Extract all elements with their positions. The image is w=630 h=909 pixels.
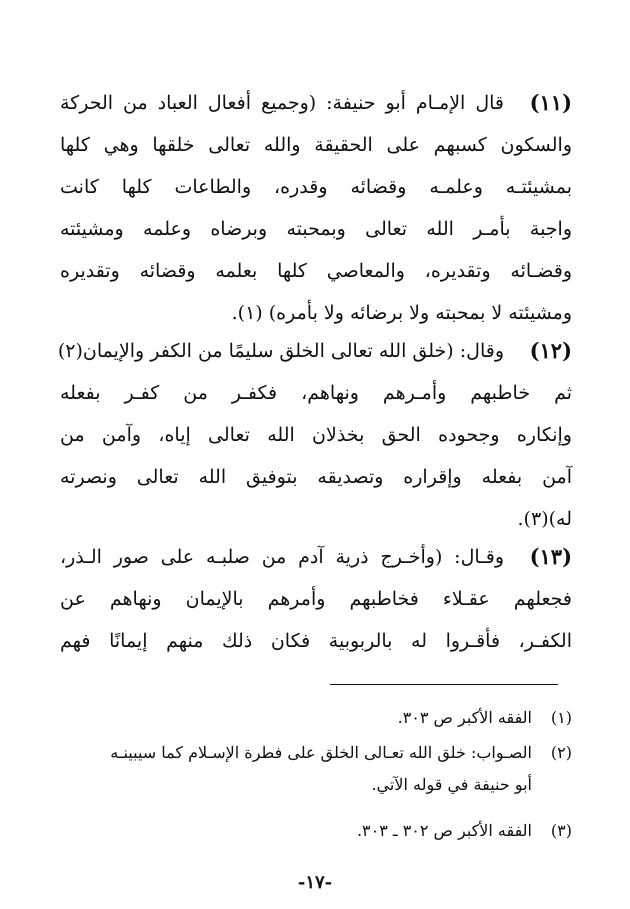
paragraph-number: (١٣) bbox=[529, 544, 572, 569]
text-line: وقـال: (وأخـرج ذرية آدم من صلبـه على صور الـذر، bbox=[60, 546, 504, 568]
page-number: -١٧- bbox=[297, 872, 333, 893]
footnote-text: الفقه الأكبر ص ٣٠٣. bbox=[397, 708, 532, 727]
text-line: فجعلهم عقـلاء فخاطبهم وأمرهم بالإيمان ونهاهم عن bbox=[60, 588, 572, 610]
text-line: الكفـر، فأقـروا له بالربوبية فكان ذلك منهم إيمانًا فهم bbox=[60, 630, 572, 652]
footnote-number: (١) bbox=[550, 708, 572, 727]
footnote-2 bbox=[60, 737, 572, 801]
text-line: قال الإمـام أبو حنيفة: (وجميع أفعال العباد من الحركة bbox=[60, 92, 504, 114]
paragraph-number: (١١) bbox=[529, 90, 572, 115]
text-line: وقضـائه وتقديره، والمعاصي كلها بعلمه وقضائه وتقديره bbox=[60, 260, 572, 282]
footnote-3 bbox=[60, 815, 572, 847]
text-line: ومشيئته لا بمحبته ولا برضائه ولا بأمره) (١). bbox=[231, 302, 572, 324]
text-line: بمشيئتـه وعلمـه وقضائه وقدره، والطاعات كلها كانت bbox=[60, 176, 572, 198]
text-line: واجبة بأمـر الله تعالى وبمحبته وبرضاه وعلمه ومشيئته bbox=[60, 218, 572, 240]
footnote-text: الفقه الأكبر ص ٣٠٢ ـ ٣٠٣. bbox=[356, 821, 532, 840]
text-line: وإنكاره وجحوده الحق بخذلان الله تعالى إياه، وآمن من bbox=[60, 424, 572, 446]
text-line: والسكون كسبهم على الحقيقة والله تعالى خلقها وهي كلها bbox=[60, 134, 572, 156]
paragraph-13 bbox=[60, 536, 572, 662]
footnote-text: أبو حنيفة في قوله الآتي. bbox=[371, 775, 532, 794]
footnote-text: الصـواب: خلق الله تعـالى الخلق على فطرة الإسـلام كما سيبينـه bbox=[110, 743, 532, 762]
text-line: وقال: (خلق الله تعالى الخلق سليمًا من الكفر والإيمان(٢) bbox=[57, 340, 504, 362]
footnote-number: (٣) bbox=[550, 821, 572, 840]
footnote-number: (٢) bbox=[550, 743, 572, 762]
footnote-separator bbox=[330, 684, 558, 685]
paragraph-11 bbox=[60, 82, 572, 334]
paragraph-12 bbox=[57, 330, 572, 540]
footnote-1 bbox=[60, 702, 572, 734]
text-line: آمن بفعله وإقراره وتصديقه بتوفيق الله تعالى ونصرته bbox=[60, 466, 572, 488]
text-line: له)(٣). bbox=[517, 508, 572, 530]
text-line: ثم خاطبهم وأمـرهم ونهاهم، فكفـر من كفـر بفعله bbox=[60, 382, 572, 404]
paragraph-number: (١٢) bbox=[529, 338, 572, 363]
